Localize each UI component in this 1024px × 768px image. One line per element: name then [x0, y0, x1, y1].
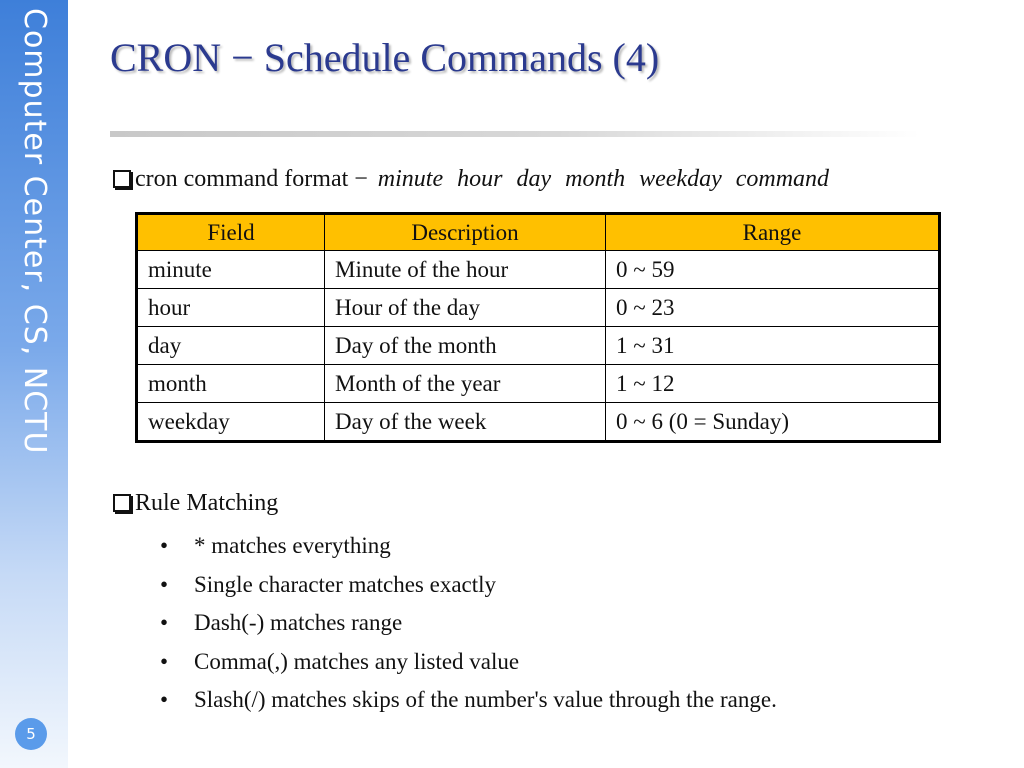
format-bullet	[113, 166, 829, 193]
page-number-badge: 5	[15, 718, 47, 750]
cell-field: minute	[137, 251, 325, 289]
bullet-dot-icon: •	[160, 610, 169, 636]
cell-range: 0 ~ 6 (0 = Sunday)	[606, 403, 940, 442]
table-row	[137, 403, 940, 442]
cell-range: 0 ~ 59	[606, 251, 940, 289]
list-item	[160, 566, 777, 605]
cell-description: Day of the week	[325, 403, 606, 442]
cell-field: hour	[137, 289, 325, 327]
format-syntax: minute hour day month weekday command	[377, 166, 830, 192]
rule-text: Dash(-) matches range	[194, 610, 403, 636]
sidebar-band	[0, 0, 68, 768]
list-item	[160, 681, 777, 720]
cell-range: 0 ~ 23	[606, 289, 940, 327]
bullet-dot-icon: •	[160, 648, 169, 674]
list-item	[160, 643, 777, 682]
cron-fields-table	[135, 212, 941, 443]
cell-range: 1 ~ 31	[606, 327, 940, 365]
cell-field: day	[137, 327, 325, 365]
cell-range: 1 ~ 12	[606, 365, 940, 403]
bullet-dot-icon: •	[160, 687, 169, 713]
sidebar-caption: Computer Center, CS, NCTU	[17, 8, 52, 455]
cell-field: month	[137, 365, 325, 403]
table-row	[137, 327, 940, 365]
rule-text: Single character matches exactly	[194, 571, 497, 597]
square-bullet-icon	[113, 170, 131, 188]
cell-description: Month of the year	[325, 365, 606, 403]
table-row	[137, 251, 940, 289]
rule-text: Comma(,) matches any listed value	[194, 648, 520, 674]
square-bullet-icon	[113, 494, 131, 512]
rule-matching-bullet	[113, 490, 278, 517]
title-divider	[110, 131, 920, 137]
table-row	[137, 365, 940, 403]
cell-description: Hour of the day	[325, 289, 606, 327]
header-field: Field	[137, 214, 325, 251]
list-item	[160, 604, 777, 643]
cell-field: weekday	[137, 403, 325, 442]
slide-title: CRON − Schedule Commands (4)	[110, 35, 660, 80]
rule-text: * matches everything	[194, 533, 391, 559]
rules-list	[160, 527, 777, 720]
bullet-dot-icon: •	[160, 571, 169, 597]
format-label: cron command format −	[135, 166, 368, 192]
rule-matching-heading: Rule Matching	[135, 490, 279, 516]
list-item	[160, 527, 777, 566]
cell-description: Day of the month	[325, 327, 606, 365]
header-description: Description	[325, 214, 606, 251]
rule-text: Slash(/) matches skips of the number's value through the range.	[194, 687, 777, 713]
table-row	[137, 289, 940, 327]
bullet-dot-icon: •	[160, 533, 169, 559]
table-header-row	[137, 214, 940, 251]
header-range: Range	[606, 214, 940, 251]
cell-description: Minute of the hour	[325, 251, 606, 289]
